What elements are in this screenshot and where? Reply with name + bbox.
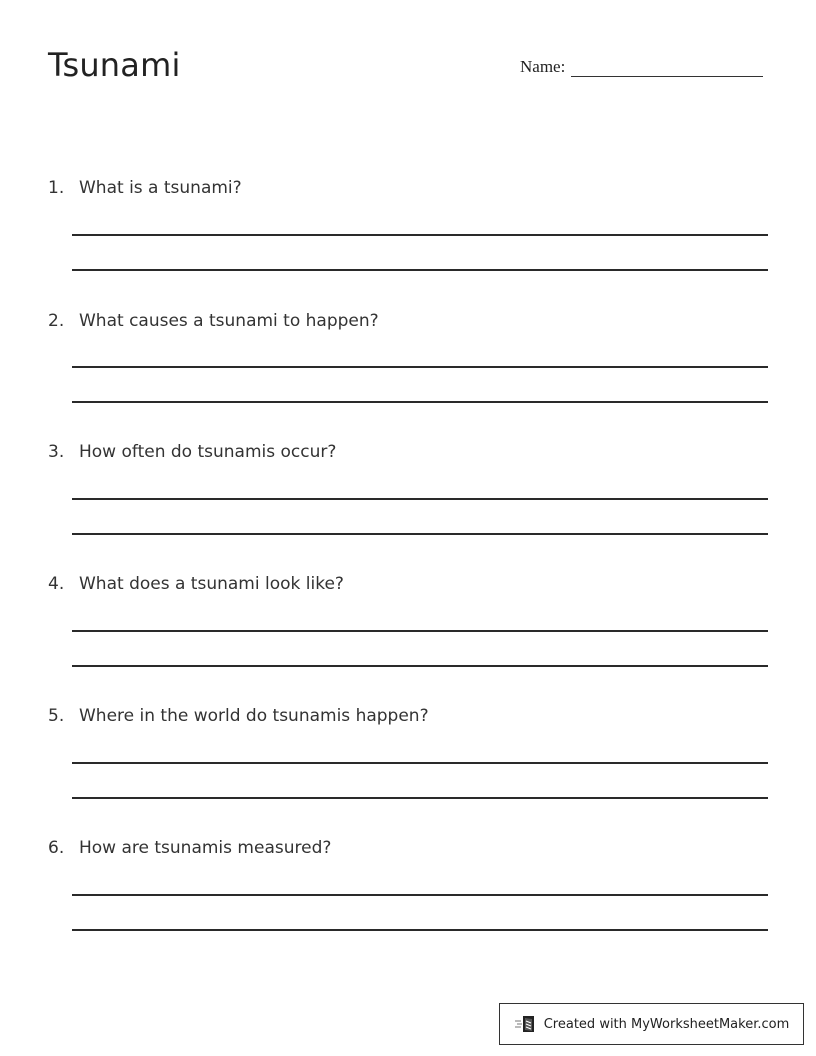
question-text: What causes a tsunami to happen? (79, 311, 379, 331)
answer-line[interactable] (72, 401, 768, 403)
question-2 (48, 311, 379, 331)
page-title: Tsunami (48, 46, 181, 84)
name-field (520, 54, 763, 77)
question-6 (48, 838, 331, 858)
question-text: What does a tsunami look like? (79, 574, 344, 594)
question-number: 1. (48, 178, 65, 198)
question-1 (48, 178, 242, 198)
answer-line[interactable] (72, 366, 768, 368)
answer-line[interactable] (72, 630, 768, 632)
question-text: What is a tsunami? (79, 178, 242, 198)
question-number: 5. (48, 706, 65, 726)
question-text: How often do tsunamis occur? (79, 442, 337, 462)
worksheet-logo-icon (514, 1014, 538, 1034)
answer-line[interactable] (72, 533, 768, 535)
question-4 (48, 574, 344, 594)
name-input-line[interactable] (571, 54, 763, 77)
question-number: 4. (48, 574, 65, 594)
answer-line[interactable] (72, 269, 768, 271)
name-label: Name: (520, 57, 566, 76)
answer-line[interactable] (72, 762, 768, 764)
answer-line[interactable] (72, 498, 768, 500)
question-number: 2. (48, 311, 65, 331)
answer-line[interactable] (72, 929, 768, 931)
answer-line[interactable] (72, 797, 768, 799)
question-3 (48, 442, 336, 462)
credit-badge[interactable] (499, 1003, 804, 1045)
answer-line[interactable] (72, 234, 768, 236)
answer-line[interactable] (72, 665, 768, 667)
question-text: How are tsunamis measured? (79, 838, 332, 858)
question-text: Where in the world do tsunamis happen? (79, 706, 429, 726)
question-number: 6. (48, 838, 65, 858)
question-number: 3. (48, 442, 65, 462)
credit-text: Created with MyWorksheetMaker.com (543, 1016, 790, 1032)
question-5 (48, 706, 429, 726)
answer-line[interactable] (72, 894, 768, 896)
